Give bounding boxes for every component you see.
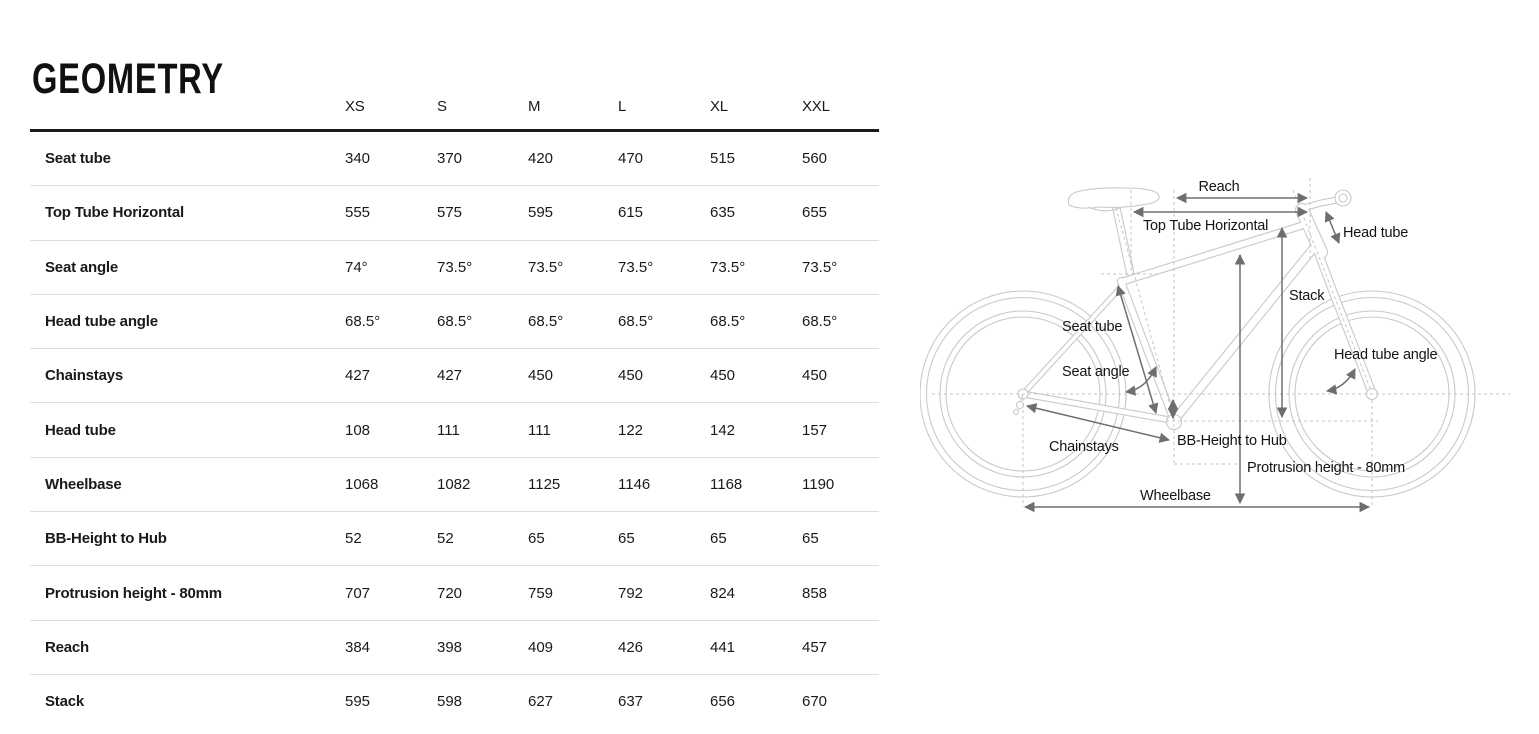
seat-angle-label: Seat angle [1062, 364, 1130, 380]
table-row [30, 132, 879, 186]
head-tube-arrow [1326, 212, 1339, 243]
cell-value: 1146 [618, 475, 651, 493]
cell-value: 73.5° [618, 258, 654, 276]
page-title: GEOMETRY [32, 54, 224, 103]
cell-value: 707 [345, 584, 371, 602]
cell-value: 1190 [802, 475, 835, 493]
table-row [30, 675, 879, 728]
row-label: Top Tube Horizontal [45, 204, 184, 222]
row-label: BB-Height to Hub [45, 530, 167, 548]
cell-value: 65 [618, 530, 635, 548]
geometry-table-body [30, 132, 879, 728]
cell-value: 858 [802, 584, 828, 602]
cell-value: 824 [710, 584, 736, 602]
derailleur-pulley [1014, 410, 1019, 415]
top-tube-horizontal-label: Top Tube Horizontal [1143, 218, 1269, 234]
cell-value: 65 [802, 530, 819, 548]
cell-value: 384 [345, 638, 371, 656]
column-header: L [618, 97, 627, 115]
row-label: Seat angle [45, 258, 119, 276]
cell-value: 560 [802, 150, 828, 168]
cell-value: 65 [528, 530, 545, 548]
derailleur-pulley [1017, 402, 1024, 409]
cell-value: 792 [618, 584, 644, 602]
table-row [30, 566, 879, 620]
cell-value: 655 [802, 204, 828, 222]
cell-value: 73.5° [710, 258, 746, 276]
cell-value: 122 [618, 421, 644, 439]
reach-label: Reach [1198, 179, 1240, 195]
cell-value: 450 [710, 367, 736, 385]
row-label: Head tube angle [45, 313, 158, 331]
cell-value: 450 [528, 367, 554, 385]
cell-value: 598 [437, 693, 463, 711]
cell-value: 1068 [345, 475, 379, 493]
cell-value: 595 [345, 693, 371, 711]
cell-value: 1125 [528, 475, 561, 493]
column-header: XS [345, 97, 365, 115]
cell-value: 74° [345, 258, 368, 276]
cell-value: 68.5° [710, 313, 746, 331]
bottom-bracket [1167, 415, 1182, 430]
table-row [30, 458, 879, 512]
cell-value: 68.5° [528, 313, 564, 331]
cell-value: 426 [618, 638, 644, 656]
cell-value: 370 [437, 150, 463, 168]
head-tube-angle-arc [1327, 369, 1355, 391]
cell-value: 73.5° [802, 258, 838, 276]
row-label: Stack [45, 693, 85, 711]
row-label: Reach [45, 638, 90, 656]
cell-value: 441 [710, 638, 736, 656]
cell-value: 142 [710, 421, 736, 439]
cell-value: 398 [437, 638, 463, 656]
table-header-row [30, 83, 879, 132]
cell-value: 68.5° [437, 313, 473, 331]
cell-value: 470 [618, 150, 644, 168]
row-label: Chainstays [45, 367, 124, 385]
cell-value: 759 [528, 584, 554, 602]
cell-value: 111 [528, 421, 551, 439]
cell-value: 420 [528, 150, 554, 168]
table-row [30, 349, 879, 403]
cell-value: 409 [528, 638, 554, 656]
cell-value: 450 [802, 367, 828, 385]
cell-value: 450 [618, 367, 644, 385]
head-tube-angle-label: Head tube angle [1334, 347, 1438, 363]
row-label: Protrusion height - 80mm [45, 584, 222, 602]
cell-value: 656 [710, 693, 736, 711]
table-row [30, 512, 879, 566]
table-row [30, 241, 879, 295]
column-header: M [528, 97, 541, 115]
cell-value: 68.5° [802, 313, 838, 331]
cell-value: 637 [618, 693, 644, 711]
cell-value: 457 [802, 638, 828, 656]
cell-value: 68.5° [618, 313, 654, 331]
cell-value: 575 [437, 204, 463, 222]
cell-value: 340 [345, 150, 371, 168]
saddle [1068, 188, 1159, 208]
cell-value: 1082 [437, 475, 471, 493]
row-label: Wheelbase [45, 475, 122, 493]
cell-value: 670 [802, 693, 828, 711]
cell-value: 635 [710, 204, 736, 222]
stack-label: Stack [1289, 288, 1325, 304]
cell-value: 720 [437, 584, 463, 602]
cell-value: 65 [710, 530, 727, 548]
cell-value: 68.5° [345, 313, 381, 331]
wheelbase-label: Wheelbase [1140, 488, 1211, 504]
table-row [30, 621, 879, 675]
cell-value: 108 [345, 421, 371, 439]
cell-value: 427 [437, 367, 463, 385]
row-label: Seat tube [45, 150, 111, 168]
cell-value: 515 [710, 150, 736, 168]
head-tube-label: Head tube [1343, 225, 1409, 241]
cell-value: 73.5° [528, 258, 564, 276]
bb-height-to-hub-label: BB-Height to Hub [1177, 433, 1287, 449]
cell-value: 555 [345, 204, 371, 222]
cell-value: 615 [618, 204, 644, 222]
cell-value: 595 [528, 204, 554, 222]
chainstays-label: Chainstays [1049, 439, 1119, 455]
column-header: XL [710, 97, 728, 115]
cell-value: 1168 [710, 475, 743, 493]
cell-value: 627 [528, 693, 554, 711]
cell-value: 111 [437, 421, 460, 439]
protrusion-height-label: Protrusion height - 80mm [1247, 460, 1405, 476]
table-row [30, 186, 879, 240]
table-row [30, 295, 879, 349]
cell-value: 157 [802, 421, 828, 439]
table-row [30, 403, 879, 457]
cell-value: 427 [345, 367, 371, 385]
cell-value: 73.5° [437, 258, 473, 276]
column-header: S [437, 97, 447, 115]
geometry-table [30, 83, 879, 728]
cell-value: 52 [345, 530, 362, 548]
row-label: Head tube [45, 421, 116, 439]
handlebar-grip [1335, 190, 1351, 206]
column-header: XXL [802, 97, 830, 115]
cell-value: 52 [437, 530, 454, 548]
bike-geometry-diagram [920, 150, 1539, 550]
seat-tube-label: Seat tube [1062, 319, 1123, 335]
